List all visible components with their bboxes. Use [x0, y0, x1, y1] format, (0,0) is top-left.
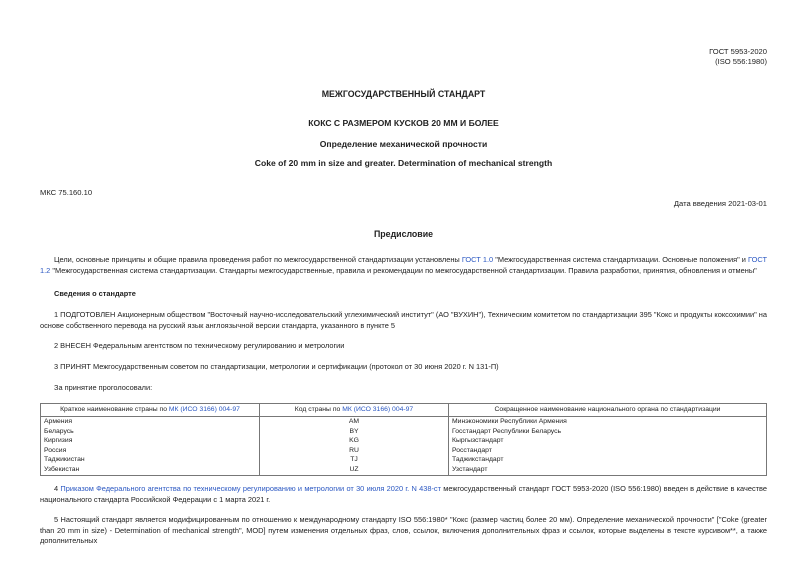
- standard-type: МЕЖГОСУДАРСТВЕННЫЙ СТАНДАРТ: [321, 89, 486, 99]
- item-4: 4 Приказом Федерального агентства по техническому регулированию и метрологии от 30 июля 2020 г. N 438-ст межгосударственный стандарт ГОСТ 5953-2020 (ISO 556:1980) введен в действие в качестве национального стандарта Российской Федерации с 1 марта 2021 г.: [40, 484, 767, 504]
- voted-label: За принятие проголосовали:: [54, 383, 153, 392]
- country-code: RU: [260, 446, 449, 456]
- document-title: КОКС С РАЗМЕРОМ КУСКОВ 20 ММ И БОЛЕЕ: [308, 118, 499, 128]
- country-name: Россия: [41, 446, 260, 456]
- standards-body: Госстандарт Республики Беларусь: [449, 427, 767, 437]
- gost-1-0-link[interactable]: ГОСТ 1.0: [461, 255, 494, 264]
- country-code: TJ: [260, 455, 449, 465]
- gost-code: ГОСТ 5953-2020: [709, 47, 767, 56]
- iso-code: (ISO 556:1980): [715, 57, 767, 66]
- country-name: Беларусь: [41, 427, 260, 437]
- standards-body: Кыргызстандарт: [449, 436, 767, 446]
- table-header-row: [41, 404, 767, 417]
- mk-iso-3166-link[interactable]: МК (ИСО 3166) 004-97: [168, 406, 240, 413]
- standards-body: Росстандарт: [449, 446, 767, 456]
- table-row: [41, 465, 767, 475]
- table-row: [41, 455, 767, 465]
- country-code: AM: [260, 417, 449, 427]
- mks-code: МКС 75.160.10: [40, 188, 93, 197]
- intro-date: Дата введения 2021-03-01: [673, 199, 767, 208]
- country-name: Армения: [41, 417, 260, 427]
- item-5: 5 Настоящий стандарт является модифицированным по отношению к международному стандарту ISO 556:1980* "Кокс (размер частиц более 20 мм). Определение механической прочности" ["Coke (greater than 20 mm in size) - Determination of mechanical strength", MOD] путем изменения отдельных фраз, слов, ссылок, включения дополнительных фраз и ссылок, которые выделены в тексте курсивом**, а также дополнительных: [40, 515, 767, 545]
- table-row: [41, 427, 767, 437]
- standards-body: Узстандарт: [449, 465, 767, 475]
- countries-table: [40, 403, 767, 476]
- document-title-english: Coke of 20 mm in size and greater. Determination of mechanical strength: [254, 158, 553, 168]
- standards-body: Таджикстандарт: [449, 455, 767, 465]
- mk-iso-3166-link[interactable]: МК (ИСО 3166) 004-97: [342, 406, 414, 413]
- header-standards-body: Сокращенное наименование национального органа по стандартизации: [449, 404, 767, 417]
- country-name: Узбекистан: [41, 465, 260, 475]
- table-row: [41, 446, 767, 456]
- country-code: KG: [260, 436, 449, 446]
- country-code: UZ: [260, 465, 449, 475]
- header-country-name: Краткое наименование страны по МК (ИСО 3166) 004-97: [41, 404, 260, 417]
- gost-1-2-link[interactable]: ГОСТ 1.2: [40, 255, 767, 275]
- country-name: Киргизия: [41, 436, 260, 446]
- table-row: [41, 417, 767, 427]
- item-2: 2 ВНЕСЕН Федеральным агентством по техническому регулированию и метрологии: [54, 341, 345, 350]
- country-name: Таджикистан: [41, 455, 260, 465]
- foreword-paragraph-1: Цели, основные принципы и общие правила проведения работ по межгосударственной стандартизации установлены ГОСТ 1.0 "Межгосударственная система стандартизации. Основные положения" и ГОСТ 1.2 "Межгосударственная система стандартизации. Стандарты межгосударственные, правила и рекомендации по межгосударственной стандартизации. Правила разработки, принятия, обновления и отмены": [40, 255, 767, 275]
- standard-info-heading: Сведения о стандарте: [54, 289, 136, 298]
- foreword-heading: Предисловие: [373, 229, 434, 239]
- standards-body: Минэкономики Республики Армения: [449, 417, 767, 427]
- item-3: 3 ПРИНЯТ Межгосударственным советом по стандартизации, метрологии и сертификации (протокол от 30 июня 2020 г. N 131-П): [54, 362, 499, 371]
- table-row: [41, 436, 767, 446]
- rosstandart-order-link[interactable]: Приказом Федерального агентства по техническому регулированию и метрологии от 30 июля 2020 г. N 438-ст: [60, 484, 442, 493]
- country-code: BY: [260, 427, 449, 437]
- header-country-code: Код страны по МК (ИСО 3166) 004-97: [260, 404, 449, 417]
- item-1: 1 ПОДГОТОВЛЕН Акционерным обществом "Восточный научно-исследовательский углехимический институт" (АО "ВУХИН"), Техническим комитетом по стандартизации 395 "Кокс и продукты коксохимии" на основе собственного перевода на русский язык англоязычной версии стандарта, указанного в пункте 5: [40, 310, 767, 330]
- document-subtitle: Определение механической прочности: [319, 139, 488, 149]
